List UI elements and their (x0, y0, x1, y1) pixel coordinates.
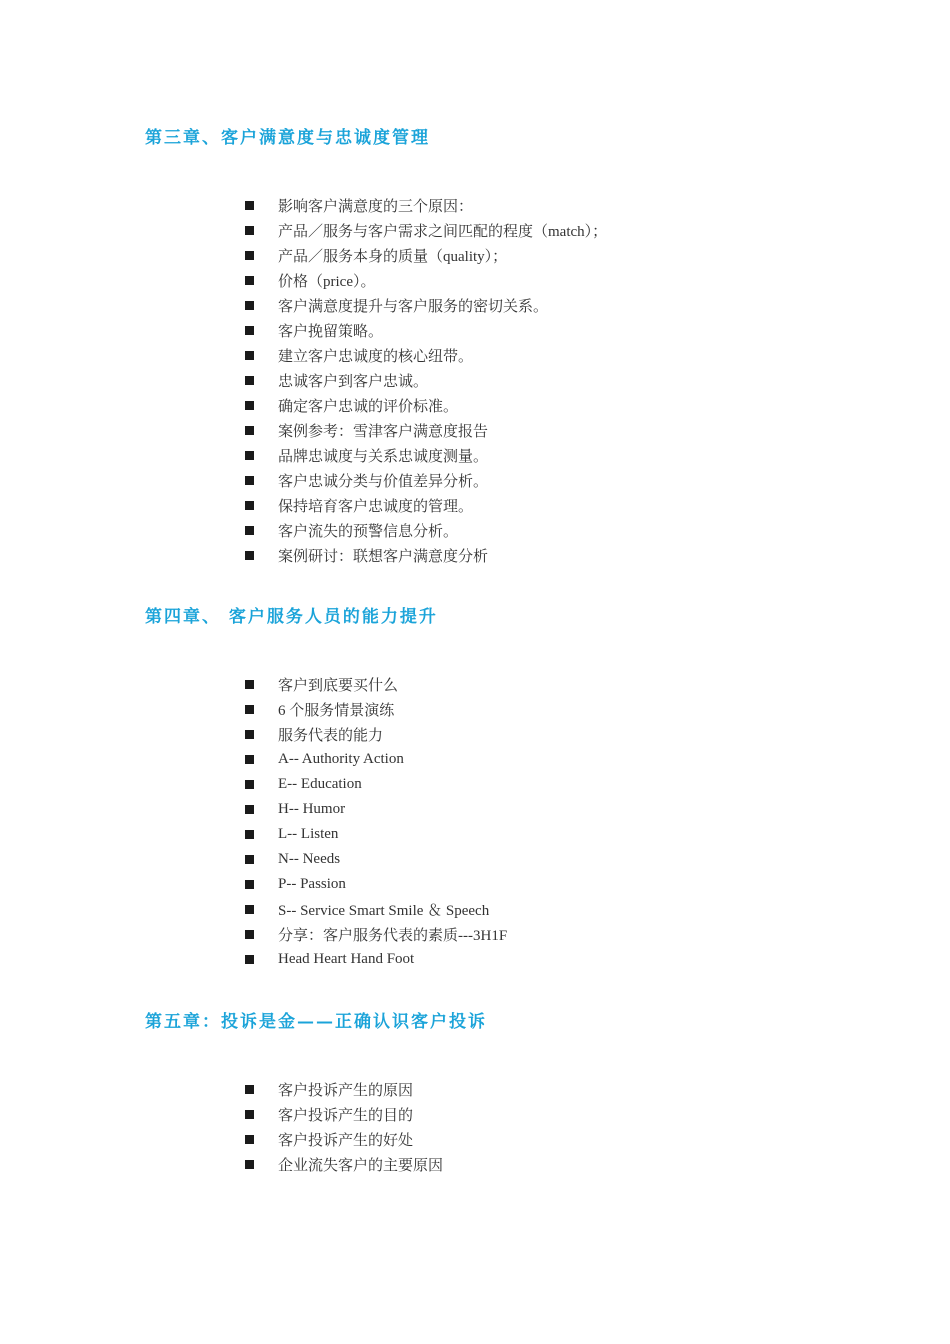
list-item (245, 543, 607, 568)
bullet-list (245, 1077, 443, 1177)
square-bullet-icon (245, 526, 254, 535)
square-bullet-icon (245, 1110, 254, 1119)
square-bullet-icon (245, 476, 254, 485)
bullet-list (245, 193, 607, 568)
square-bullet-icon (245, 301, 254, 310)
square-bullet-icon (245, 426, 254, 435)
list-item-text: 客户投诉产生的原因 (278, 1083, 414, 1099)
list-item (245, 193, 607, 218)
chapter-title: 第四章、 客户服务人员的能力提升 (145, 607, 438, 627)
chapter-title: 第三章、客户满意度与忠诚度管理 (145, 128, 430, 148)
square-bullet-icon (245, 780, 254, 789)
list-item (245, 1152, 443, 1177)
list-item (245, 697, 507, 722)
list-item (245, 468, 607, 493)
list-item (245, 343, 607, 368)
list-item (245, 847, 507, 872)
list-item (245, 393, 607, 418)
list-item (245, 897, 507, 922)
square-bullet-icon (245, 930, 254, 939)
list-item (245, 1102, 443, 1127)
list-item-text: A-- Authority Action (278, 751, 404, 767)
square-bullet-icon (245, 226, 254, 235)
list-item (245, 443, 607, 468)
list-item (245, 1077, 443, 1102)
square-bullet-icon (245, 276, 254, 285)
list-item-text: 客户忠诚分类与价值差异分析。 (278, 474, 489, 490)
list-item (245, 493, 607, 518)
square-bullet-icon (245, 805, 254, 814)
list-item (245, 947, 507, 972)
list-item-text: 产品／服务本身的质量（quality）； (278, 249, 508, 265)
square-bullet-icon (245, 201, 254, 210)
square-bullet-icon (245, 905, 254, 914)
list-item-text: S-- Service Smart Smile ＆ Speech (278, 903, 490, 919)
list-item-text: L-- Listen (278, 826, 339, 842)
list-item-text: 企业流失客户的主要原因 (278, 1158, 444, 1174)
square-bullet-icon (245, 1135, 254, 1144)
square-bullet-icon (245, 451, 254, 460)
list-item-text: 影响客户满意度的三个原因： (278, 199, 474, 215)
list-item-text: 确定客户忠诚的评价标准。 (278, 399, 459, 415)
list-item (245, 268, 607, 293)
list-item-text: 客户投诉产生的目的 (278, 1108, 414, 1124)
square-bullet-icon (245, 705, 254, 714)
square-bullet-icon (245, 551, 254, 560)
list-item (245, 518, 607, 543)
list-item-text: H-- Humor (278, 801, 346, 817)
square-bullet-icon (245, 680, 254, 689)
chapter-title: 第五章：投诉是金——正确认识客户投诉 (145, 1012, 487, 1032)
square-bullet-icon (245, 730, 254, 739)
list-item-text: 品牌忠诚度与关系忠诚度测量。 (278, 449, 489, 465)
square-bullet-icon (245, 251, 254, 260)
list-item (245, 822, 507, 847)
chapter-4 (145, 606, 905, 967)
list-item (245, 872, 507, 897)
square-bullet-icon (245, 1160, 254, 1169)
list-item-text: P-- Passion (278, 876, 346, 892)
square-bullet-icon (245, 1085, 254, 1094)
list-item (245, 797, 507, 822)
list-item (245, 722, 507, 747)
square-bullet-icon (245, 376, 254, 385)
list-item (245, 318, 607, 343)
chapter-3 (145, 127, 905, 565)
chapter-5 (145, 1011, 905, 1174)
square-bullet-icon (245, 880, 254, 889)
square-bullet-icon (245, 501, 254, 510)
list-item-text: 服务代表的能力 (278, 728, 384, 744)
list-item-text: Head Heart Hand Foot (278, 951, 415, 967)
list-item (245, 747, 507, 772)
list-item-text: 忠诚客户到客户忠诚。 (278, 374, 429, 390)
list-item-text: 分享：客户服务代表的素质---3H1F (278, 928, 508, 944)
list-item-text: 建立客户忠诚度的核心纽带。 (278, 349, 474, 365)
bullet-list (245, 672, 507, 972)
list-item (245, 772, 507, 797)
list-item-text: 案例研讨：联想客户满意度分析 (278, 549, 489, 565)
list-item-text: 案例参考：雪津客户满意度报告 (278, 424, 489, 440)
list-item-text: E-- Education (278, 776, 362, 792)
list-item-text: 客户满意度提升与客户服务的密切关系。 (278, 299, 549, 315)
list-item-text: 6 个服务情景演练 (278, 703, 395, 719)
list-item-text: 产品／服务与客户需求之间匹配的程度（match）； (278, 224, 608, 240)
list-item (245, 293, 607, 318)
list-item-text: N-- Needs (278, 851, 341, 867)
list-item (245, 218, 607, 243)
square-bullet-icon (245, 855, 254, 864)
list-item-text: 客户流失的预警信息分析。 (278, 524, 459, 540)
list-item-text: 保持培育客户忠诚度的管理。 (278, 499, 474, 515)
list-item-text: 价格（price）。 (278, 274, 376, 290)
list-item-text: 客户到底要买什么 (278, 678, 399, 694)
square-bullet-icon (245, 830, 254, 839)
square-bullet-icon (245, 755, 254, 764)
square-bullet-icon (245, 955, 254, 964)
list-item (245, 418, 607, 443)
list-item (245, 922, 507, 947)
square-bullet-icon (245, 326, 254, 335)
list-item-text: 客户挽留策略。 (278, 324, 384, 340)
list-item (245, 243, 607, 268)
list-item (245, 1127, 443, 1152)
square-bullet-icon (245, 401, 254, 410)
square-bullet-icon (245, 351, 254, 360)
list-item (245, 368, 607, 393)
list-item-text: 客户投诉产生的好处 (278, 1133, 414, 1149)
list-item (245, 672, 507, 697)
